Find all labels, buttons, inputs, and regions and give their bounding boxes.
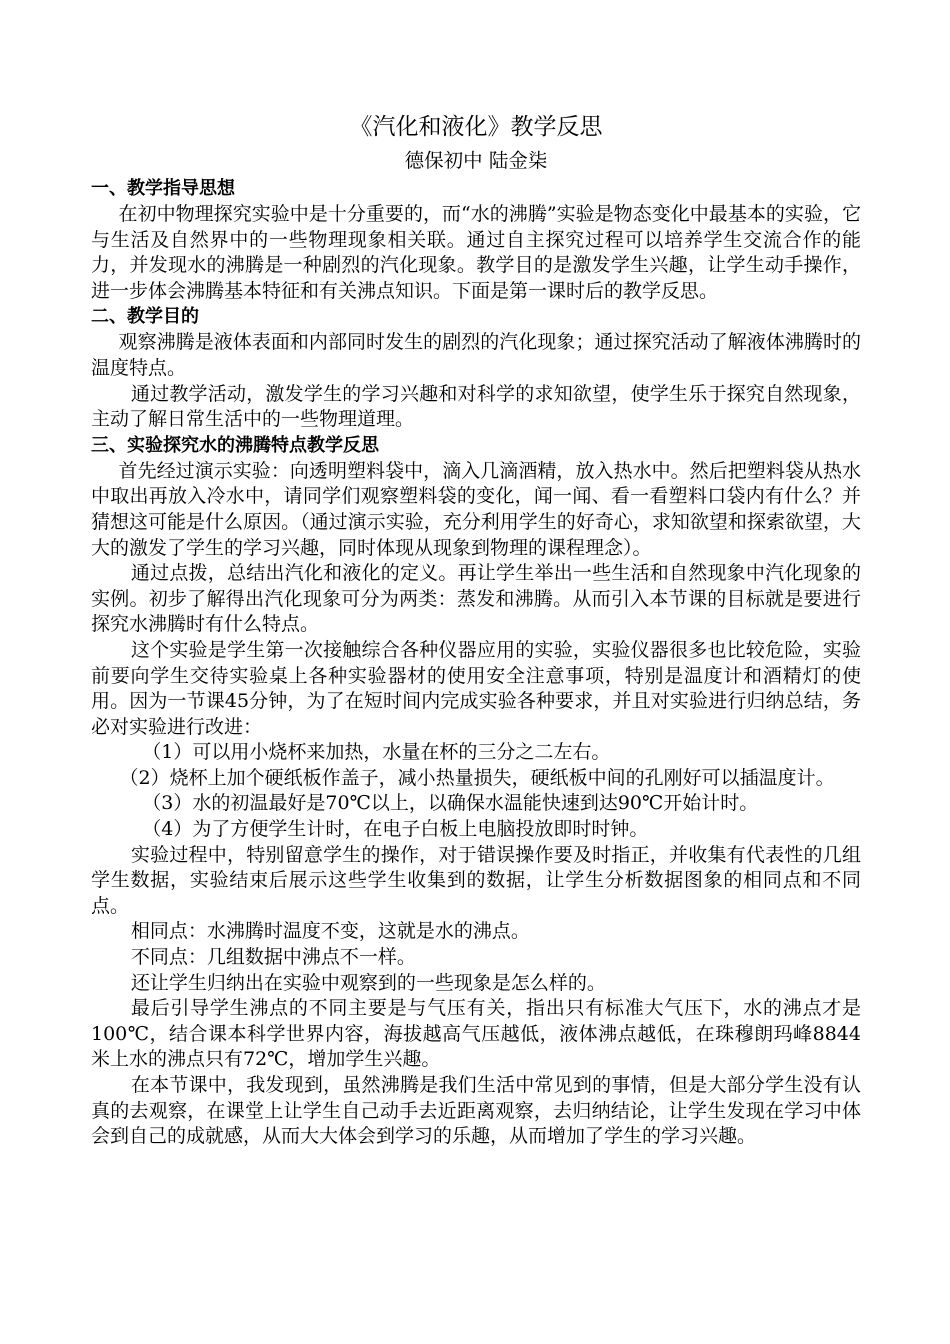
paragraph: 通过教学活动，激发学生的学习兴趣和对科学的求知欲望，使学生乐于探究自然现象，主动了解日常生活中的一些物理道理。 bbox=[91, 382, 861, 431]
paragraph: 还让学生归纳出在实验中观察到的一些现象是怎么样的。 bbox=[130, 971, 606, 994]
paragraph: 实验过程中，特别留意学生的操作，对于错误操作要及时指正，并收集有代表性的几组学生数据，实验结束后展示这些学生收集到的数据，让学生分析数据图象的相同点和不同点。 bbox=[91, 843, 861, 917]
paragraph: 不同点：几组数据中沸点不一样。 bbox=[130, 946, 416, 969]
document-page bbox=[91, 112, 861, 1150]
paragraph: 首先经过演示实验：向透明塑料袋中，滴入几滴酒精，放入热水中。然后把塑料袋从热水中取出再放入冷水中，请同学们观察塑料袋的变化，闻一闻、看一看塑料口袋内有什么？并猜想这可能是什么原因。（通过演示实验，充分利用学生的好奇心，求知欲望和探索欲望，大大的激发了学生的学习兴趣，同时体现从现象到物理的课程理念）。 bbox=[91, 459, 861, 559]
section-heading-guiding-idea: 一、教学指导思想 bbox=[91, 178, 235, 199]
section-heading-experiment-reflection: 三、实验探究水的沸腾特点教学反思 bbox=[91, 434, 379, 456]
paragraph: 观察沸腾是液体表面和内部同时发生的剧烈的汽化现象；通过探究活动了解液体沸腾时的温度特点。 bbox=[91, 331, 861, 379]
paragraph: 在本节课中，我发现到，虽然沸腾是我们生活中常见到的事情，但是大部分学生没有认真的去观察，在课堂上让学生自己动手去近距离观察，去归纳结论，让学生发现在学习中体会到自己的成就感，从而大大体会到学习的乐趣，从而增加了学生的学习兴趣。 bbox=[91, 1074, 861, 1148]
paragraph: 通过点拨，总结出汽化和液化的定义。再让学生举出一些生活和自然现象中汽化现象的实例。初步了解得出汽化现象可分为两类：蒸发和沸腾。从而引入本节课的目标就是要进行探究水沸腾时有什么特点。 bbox=[91, 562, 861, 636]
paragraph: 在初中物理探究实验中是十分重要的，而“水的沸腾”实验是物态变化中最基本的实验，它与生活及自然界中的一些物理现象相关联。通过自主探究过程可以培养学生交流合作的能力，并发现水的沸腾是一种剧烈的汽化现象。教学目的是激发学生兴趣，让学生动手操作，进一步体会沸腾基本特征和有关沸点知识。下面是第一课时后的教学反思。 bbox=[91, 203, 861, 302]
list-item: （2）烧杯上加个硬纸板作盖子，减小热量损失，硬纸板中间的孔刚好可以插温度计。 bbox=[119, 766, 835, 789]
list-item: （4）为了方便学生计时，在电子白板上电脑投放即时时钟。 bbox=[142, 818, 649, 841]
section-heading-teaching-goals: 二、教学目的 bbox=[91, 306, 199, 328]
paragraph: 最后引导学生沸点的不同主要是与气压有关，指出只有标准大气压下，水的沸点才是100℃，结合课本科学世界内容，海拔越高气压越低，液体沸点越低，在珠穆朗玛峰8844米上水的沸点只有72℃，增加学生兴趣。 bbox=[91, 997, 861, 1071]
list-item: （1）可以用小烧杯来加热，水量在杯的三分之二左右。 bbox=[142, 741, 611, 764]
document-title: 《汽化和液化》教学反思 bbox=[349, 114, 603, 140]
paragraph: 相同点：水沸腾时温度不变，这就是水的沸点。 bbox=[130, 920, 530, 943]
list-item: （3）水的初温最好是70℃以上，以确保水温能快速到达90℃开始计时。 bbox=[142, 792, 759, 815]
paragraph: 这个实验是学生第一次接触综合各种仪器应用的实验，实验仪器很多也比较危险，实验前要向学生交待实验桌上各种实验器材的使用安全注意事项，特别是温度计和酒精灯的使用。因为一节课45分钟，为了在短时间内完成实验各种要求，并且对实验进行归纳总结，务必对实验进行改进： bbox=[91, 638, 861, 738]
document-author: 德保初中 陆金柒 bbox=[404, 149, 548, 172]
